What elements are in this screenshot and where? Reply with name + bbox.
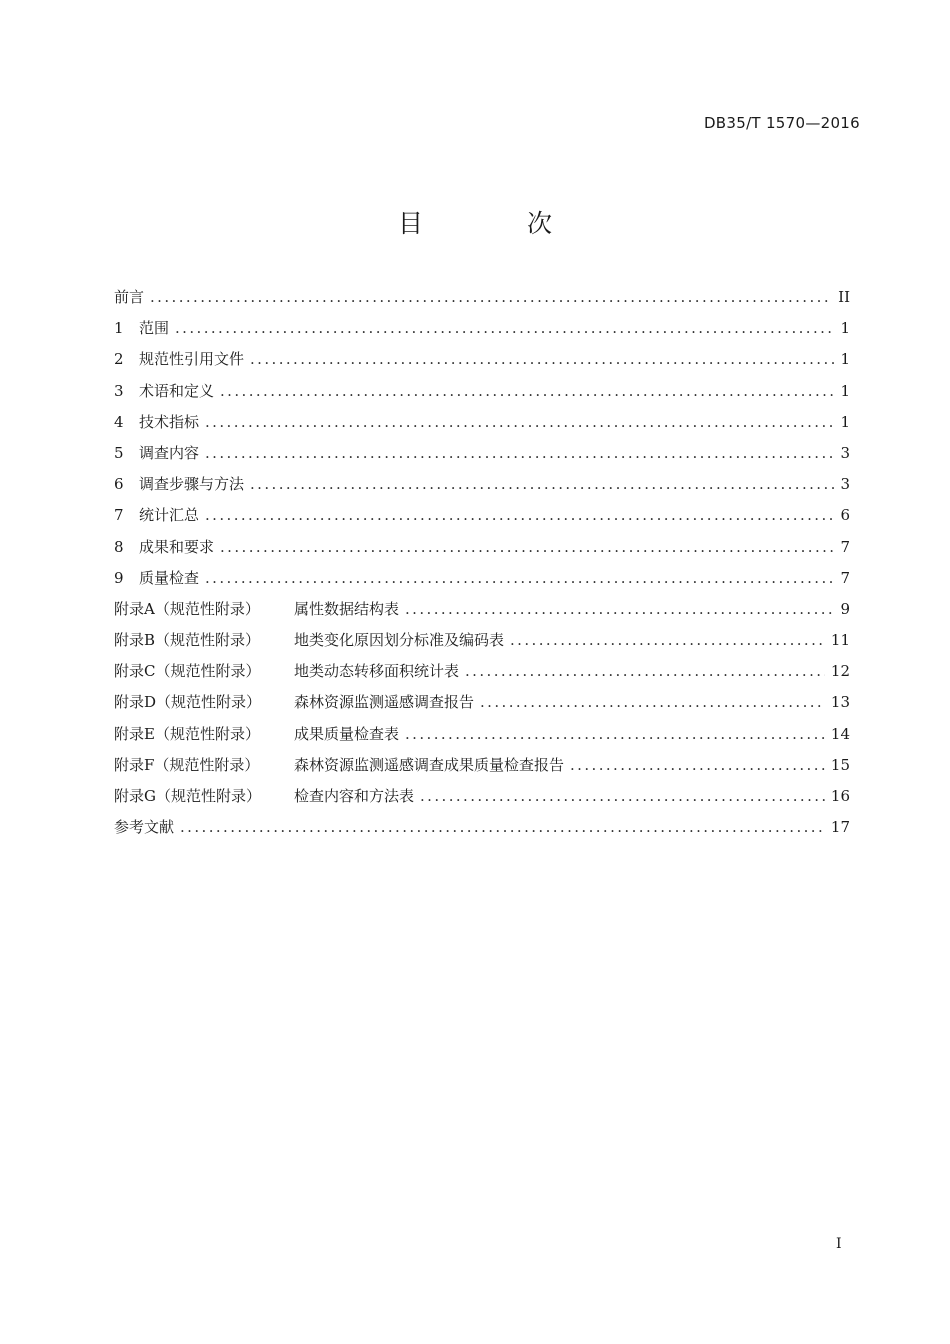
toc-dot-leader	[250, 344, 834, 375]
toc-entry[interactable]	[114, 594, 850, 625]
toc-entry-label: 术语和定义	[139, 381, 215, 400]
toc-entry-label: 调查内容	[139, 443, 200, 462]
toc-entry[interactable]	[114, 625, 850, 656]
toc-entry-label: 调查步骤与方法	[139, 475, 245, 494]
toc-entry-page: 7	[840, 568, 850, 587]
toc-entry[interactable]	[114, 812, 850, 843]
toc-entry-label: 地类变化原因划分标准及编码表	[294, 631, 505, 650]
toc-entry-appendix-prefix: 附录G（规范性附录）	[114, 787, 261, 805]
toc-entry-number: 2	[114, 350, 124, 369]
table-of-contents	[114, 282, 850, 843]
toc-entry-label: 成果和要求	[139, 537, 215, 556]
toc-entry-page: 16	[830, 787, 850, 805]
toc-entry-label: 前言	[114, 288, 145, 306]
toc-dot-leader	[480, 687, 825, 718]
document-code: DB35/T 1570—2016	[703, 114, 860, 132]
toc-dot-leader	[180, 812, 825, 843]
toc-entry[interactable]	[114, 282, 850, 313]
toc-entry-page: 7	[840, 537, 850, 556]
toc-dot-leader	[420, 781, 825, 812]
toc-entry[interactable]	[114, 687, 850, 718]
toc-entry-label: 属性数据结构表	[294, 599, 400, 618]
toc-entry-page: 12	[830, 662, 850, 681]
toc-entry-page: 1	[840, 319, 850, 338]
toc-entry-page: 11	[830, 631, 850, 650]
toc-entry-label: 参考文献	[114, 818, 175, 837]
toc-entry-number: 4	[114, 412, 124, 431]
toc-entry-page: 6	[840, 506, 850, 525]
toc-entry-page: 1	[840, 412, 850, 431]
toc-entry-number: 8	[114, 537, 124, 556]
toc-entry-page: 1	[840, 350, 850, 369]
toc-entry-page: 15	[830, 755, 850, 774]
toc-dot-leader	[220, 532, 834, 563]
toc-entry-label: 检查内容和方法表	[294, 787, 415, 805]
toc-entry-label: 范围	[139, 319, 170, 338]
toc-dot-leader	[205, 407, 834, 438]
toc-entry[interactable]	[114, 438, 850, 469]
toc-entry-number: 6	[114, 475, 124, 494]
toc-entry-label: 成果质量检查表	[294, 724, 400, 743]
toc-entry[interactable]	[114, 781, 850, 812]
toc-dot-leader	[205, 563, 834, 594]
toc-dot-leader	[250, 469, 834, 500]
toc-entry[interactable]	[114, 500, 850, 531]
toc-entry-appendix-prefix: 附录A（规范性附录）	[114, 599, 260, 618]
toc-title: 目 次	[398, 209, 600, 238]
toc-entry-label: 统计汇总	[139, 506, 200, 525]
toc-entry-label: 地类动态转移面积统计表	[294, 662, 460, 681]
toc-dot-leader	[205, 500, 834, 531]
toc-entry-label: 规范性引用文件	[139, 350, 245, 369]
toc-entry[interactable]	[114, 407, 850, 438]
toc-entry-page: 3	[840, 443, 850, 462]
toc-entry-page: 1	[840, 381, 850, 400]
toc-dot-leader	[405, 719, 825, 750]
page-number: I	[836, 1236, 842, 1252]
toc-dot-leader	[465, 656, 825, 687]
toc-entry-page: 9	[840, 599, 850, 618]
toc-entry[interactable]	[114, 344, 850, 375]
toc-entry-number: 9	[114, 568, 124, 587]
toc-entry-label: 质量检查	[139, 568, 200, 587]
toc-entry[interactable]	[114, 656, 850, 687]
toc-entry-page: 14	[830, 724, 850, 743]
toc-entry-page: 3	[840, 475, 850, 494]
toc-entry-label: 森林资源监测遥感调查成果质量检查报告	[294, 755, 565, 774]
toc-entry-page: II	[838, 288, 850, 306]
toc-entry-appendix-prefix: 附录F（规范性附录）	[114, 755, 260, 774]
toc-dot-leader	[510, 625, 825, 656]
toc-entry[interactable]	[114, 469, 850, 500]
toc-entry-appendix-prefix: 附录B（规范性附录）	[114, 631, 261, 650]
toc-entry-page: 17	[830, 818, 850, 837]
toc-entry[interactable]	[114, 750, 850, 781]
toc-entry-appendix-prefix: 附录E（规范性附录）	[114, 724, 260, 743]
toc-entry-number: 3	[114, 381, 124, 400]
toc-dot-leader	[570, 750, 825, 781]
toc-entry[interactable]	[114, 376, 850, 407]
toc-entry[interactable]	[114, 563, 850, 594]
toc-dot-leader	[175, 313, 834, 344]
toc-entry-number: 7	[114, 506, 124, 525]
toc-entry[interactable]	[114, 532, 850, 563]
toc-entry-number: 5	[114, 443, 124, 462]
toc-dot-leader	[220, 376, 834, 407]
toc-dot-leader	[205, 438, 834, 469]
toc-entry-label: 森林资源监测遥感调查报告	[294, 693, 475, 712]
toc-dot-leader	[405, 594, 834, 625]
toc-entry[interactable]	[114, 313, 850, 344]
toc-entry-label: 技术指标	[139, 412, 200, 431]
toc-entry-appendix-prefix: 附录D（规范性附录）	[114, 693, 262, 712]
toc-entry[interactable]	[114, 719, 850, 750]
toc-entry-page: 13	[830, 693, 850, 712]
toc-entry-appendix-prefix: 附录C（规范性附录）	[114, 662, 261, 681]
toc-dot-leader	[150, 282, 832, 313]
toc-entry-number: 1	[114, 319, 124, 338]
